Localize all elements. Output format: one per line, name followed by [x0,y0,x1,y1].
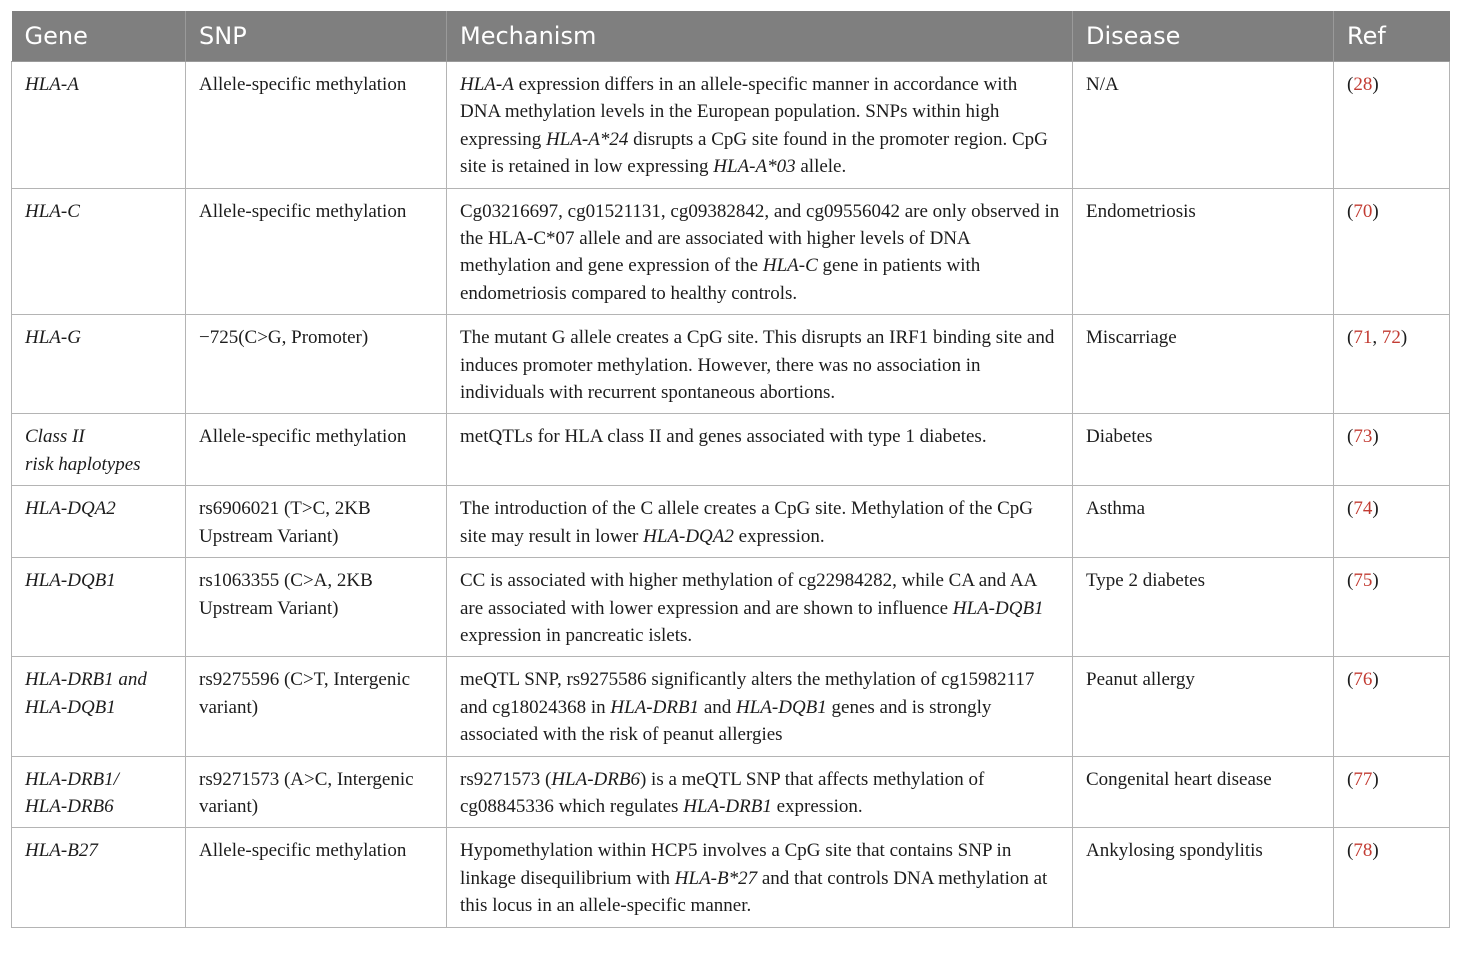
cell-ref: (74) [1334,486,1450,558]
cell-mechanism: The mutant G allele creates a CpG site. This disrupts an IRF1 binding site and induces promoter methylation. However, there was no association in individuals with recurrent spontaneous abortions. [447,315,1073,414]
cell-disease: Type 2 diabetes [1073,558,1334,657]
cell-snp: Allele-specific methylation [186,828,447,927]
cell-gene: HLA-C [12,188,186,315]
table-row [12,756,1450,828]
reference-link[interactable]: 74 [1353,498,1373,520]
reference-link[interactable]: 75 [1353,570,1373,592]
cell-gene: HLA-B27 [12,828,186,927]
header-row [12,11,1450,62]
header-snp: SNP [186,11,447,62]
table-row [12,486,1450,558]
table-header [12,11,1450,62]
cell-mechanism: Cg03216697, cg01521131, cg09382842, and cg09556042 are only observed in the HLA-C*07 allele and are associated with higher levels of DNA methylation and gene expression of the HLA-C gene in patients with endometriosis compared to healthy controls. [447,188,1073,315]
cell-ref: (77) [1334,756,1450,828]
table-row [12,414,1450,486]
cell-snp: Allele-specific methylation [186,62,447,189]
cell-mechanism: Hypomethylation within HCP5 involves a CpG site that contains SNP in linkage disequilibrium with HLA-B*27 and that controls DNA methylation at this locus in an allele-specific manner. [447,828,1073,927]
cell-snp: Allele-specific methylation [186,188,447,315]
cell-gene: HLA-A [12,62,186,189]
cell-ref: (71, 72) [1334,315,1450,414]
cell-disease: Asthma [1073,486,1334,558]
cell-ref: (73) [1334,414,1450,486]
cell-ref: (75) [1334,558,1450,657]
cell-ref: (78) [1334,828,1450,927]
cell-snp: rs9275596 (C>T, Intergenic variant) [186,657,447,756]
cell-disease: Ankylosing spondylitis [1073,828,1334,927]
table-row [12,315,1450,414]
cell-ref: (28) [1334,62,1450,189]
cell-ref: (70) [1334,188,1450,315]
reference-link[interactable]: 77 [1353,768,1373,790]
cell-mechanism: CC is associated with higher methylation of cg22984282, while CA and AA are associated with lower expression and are shown to influence HLA-DQB1 expression in pancreatic islets. [447,558,1073,657]
cell-mechanism: The introduction of the C allele creates a CpG site. Methylation of the CpG site may result in lower HLA-DQA2 expression. [447,486,1073,558]
cell-snp: Allele-specific methylation [186,414,447,486]
reference-link[interactable]: 76 [1353,669,1373,691]
cell-gene: HLA-G [12,315,186,414]
table-container [11,11,1449,928]
table-body [12,62,1450,928]
cell-snp: −725(C>G, Promoter) [186,315,447,414]
reference-link[interactable]: 73 [1353,426,1373,448]
data-table [11,11,1450,928]
cell-disease: Miscarriage [1073,315,1334,414]
cell-snp: rs1063355 (C>A, 2KB Upstream Variant) [186,558,447,657]
cell-mechanism: HLA-A expression differs in an allele-specific manner in accordance with DNA methylation levels in the European population. SNPs within high expressing HLA-A*24 disrupts a CpG site found in the promoter region. CpG site is retained in low expressing HLA-A*03 allele. [447,62,1073,189]
table-row [12,188,1450,315]
cell-gene: HLA-DRB1 and HLA-DQB1 [12,657,186,756]
cell-mechanism: meQTL SNP, rs9275586 significantly alters the methylation of cg15982117 and cg18024368 in HLA-DRB1 and HLA-DQB1 genes and is strongly associated with the risk of peanut allergies [447,657,1073,756]
header-disease: Disease [1073,11,1334,62]
cell-disease: Diabetes [1073,414,1334,486]
cell-disease: Endometriosis [1073,188,1334,315]
reference-link[interactable]: 28 [1353,74,1373,95]
cell-mechanism: rs9271573 (HLA-DRB6) is a meQTL SNP that affects methylation of cg08845336 which regulates HLA-DRB1 expression. [447,756,1073,828]
cell-gene: HLA-DQB1 [12,558,186,657]
reference-link[interactable]: 70 [1353,200,1373,222]
cell-mechanism: metQTLs for HLA class II and genes associated with type 1 diabetes. [447,414,1073,486]
table-row [12,62,1450,189]
header-mechanism: Mechanism [447,11,1073,62]
cell-ref: (76) [1334,657,1450,756]
table-row [12,657,1450,756]
reference-link[interactable]: 72 [1381,327,1401,349]
cell-gene: HLA-DQA2 [12,486,186,558]
header-gene: Gene [12,11,186,62]
header-ref: Ref [1334,11,1450,62]
cell-snp: rs6906021 (T>C, 2KB Upstream Variant) [186,486,447,558]
table-row [12,558,1450,657]
table-row [12,828,1450,927]
cell-gene: Class II risk haplotypes [12,414,186,486]
cell-disease: Peanut allergy [1073,657,1334,756]
reference-link[interactable]: 78 [1353,840,1373,862]
cell-disease: Congenital heart disease [1073,756,1334,828]
cell-snp: rs9271573 (A>C, Intergenic variant) [186,756,447,828]
cell-disease: N/A [1073,62,1334,189]
reference-link[interactable]: 71 [1353,327,1373,349]
cell-gene: HLA-DRB1/ HLA-DRB6 [12,756,186,828]
